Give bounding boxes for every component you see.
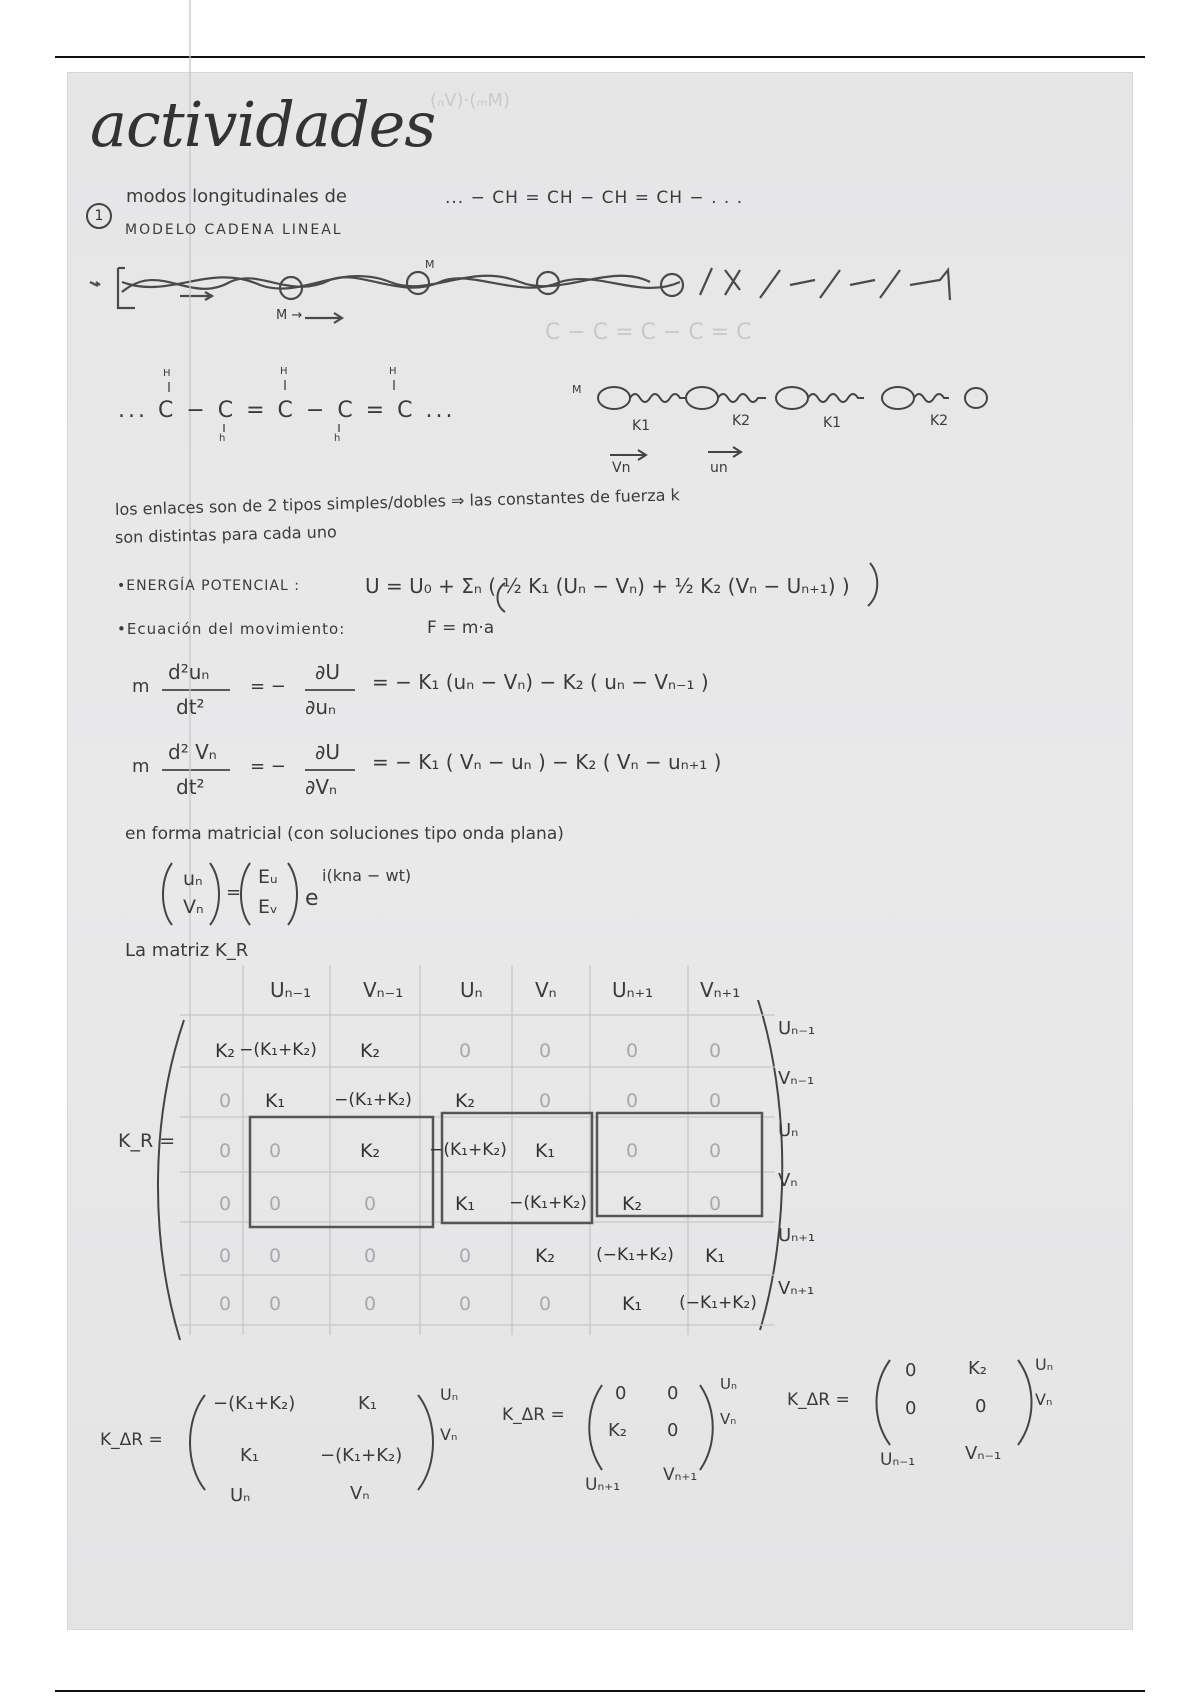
kr-cell: 0 <box>538 1293 552 1315</box>
spring-k2-label: K2 <box>930 413 949 429</box>
kr-symbol: K_R = <box>118 1130 176 1152</box>
kr-row-label: Vₙ₊₁ <box>778 1278 815 1299</box>
bonds-text-line-2: son distintas para cada uno <box>114 522 337 547</box>
hydrogen-atom: h <box>219 433 226 444</box>
kdr2-col-vn-1: Vₙ₋₁ <box>965 1443 1002 1464</box>
kr-column-header: Vₙ <box>535 978 557 1002</box>
crossed-out-chain-sketch <box>90 268 950 323</box>
kdr2-col-un-1: Uₙ₋₁ <box>880 1450 916 1470</box>
kdr0-col-vn: Vₙ <box>350 1483 370 1504</box>
energy-equation: U = U₀ + Σₙ ( ½ K₁ (Uₙ − Vₙ) + ½ K₂ (Vₙ − Uₙ₊₁) ) <box>365 574 850 598</box>
kr-cell: −(K₁+K₂) <box>334 1090 412 1110</box>
motion-equation: F = m·a <box>427 618 495 638</box>
amplitude-ev: Eᵥ <box>258 896 278 918</box>
bleed-through-text: (Mₘ)·(Vₙ) <box>430 90 511 111</box>
kr-cell: 0 <box>218 1193 232 1215</box>
kdr2-cell-c: 0 <box>905 1398 917 1419</box>
kr-row-label: Vₙ <box>778 1170 798 1191</box>
kr-cell: K₂ <box>454 1090 476 1112</box>
kr-cell: −(K₁+K₂) <box>239 1040 317 1060</box>
eq2-denominator: dt² <box>176 775 205 799</box>
kdr1-col-vn1: Vₙ₊₁ <box>663 1465 698 1485</box>
kr-cell: 0 <box>218 1090 232 1112</box>
vector-vn: Vₙ <box>183 896 204 918</box>
kdr1-cell-d: 0 <box>667 1420 679 1441</box>
spring-k1-label: K1 <box>632 418 651 434</box>
motion-label: •Ecuación del movimiento: <box>117 620 346 638</box>
kr-cell: K₁ <box>534 1140 556 1162</box>
kr-cell: 0 <box>268 1140 282 1162</box>
displacement-un-label: un <box>710 460 728 476</box>
eq2-partial-num: ∂U <box>315 740 340 764</box>
kr-cell: −(K₁+K₂) <box>509 1193 587 1213</box>
kr-cell: K₁ <box>264 1090 286 1112</box>
kr-cell: 0 <box>363 1245 377 1267</box>
kr-cell: K₁ <box>704 1245 726 1267</box>
kr-cell: (−K₁+K₂) <box>679 1293 757 1313</box>
eq1-numerator: d²uₙ <box>168 660 210 684</box>
vector-un: uₙ <box>183 868 203 890</box>
kdr0-row-vn: Vₙ <box>440 1425 458 1444</box>
kr-cell: 0 <box>218 1140 232 1162</box>
kdr0-row-un: Uₙ <box>440 1385 459 1404</box>
bonds-text-line-1: los enlaces son de 2 tipos simples/dobles ⇒ las constantes de fuerza k <box>114 485 680 519</box>
hydrogen-atom: H <box>280 366 288 377</box>
eq2-partial-den: ∂Vₙ <box>305 775 337 799</box>
kr-cell: 0 <box>363 1293 377 1315</box>
hydrogen-atom: H <box>389 366 397 377</box>
amplitude-eu: Eᵤ <box>258 866 278 888</box>
kdr0-cell-b: K₁ <box>358 1393 378 1414</box>
kdr1-label: K_ΔR = <box>502 1405 565 1425</box>
kr-cell: 0 <box>625 1040 639 1062</box>
energy-label: •ENERGÍA POTENCIAL : <box>117 578 300 594</box>
eq2-rhs: = − K₁ ( Vₙ − uₙ ) − K₂ ( Vₙ − uₙ₊₁ ) <box>372 750 722 774</box>
spring-mass-label: M <box>572 383 582 396</box>
kdr0-cell-d: −(K₁+K₂) <box>320 1445 403 1466</box>
kr-column-header: Uₙ₊₁ <box>612 978 654 1002</box>
spring-mass-chain <box>598 387 987 460</box>
kr-cell: 0 <box>625 1140 639 1162</box>
page-title: actividades <box>90 88 436 161</box>
kdr1-cell-a: 0 <box>615 1383 627 1404</box>
kr-cell: K₂ <box>534 1245 556 1267</box>
eq2-numerator: d² Vₙ <box>168 740 217 764</box>
kr-row-label: Uₙ₊₁ <box>778 1225 816 1246</box>
kr-cell: 0 <box>708 1040 722 1062</box>
kr-cell: K₂ <box>359 1140 381 1162</box>
kdr0-col-un: Uₙ <box>230 1485 251 1506</box>
equals-minus: = − <box>250 756 286 777</box>
kr-cell: 0 <box>268 1293 282 1315</box>
kr-cell: (−K₁+K₂) <box>596 1245 674 1265</box>
kr-cell: 0 <box>268 1193 282 1215</box>
kr-cell: −(K₁+K₂) <box>429 1140 507 1160</box>
kr-column-header: Uₙ <box>460 978 483 1002</box>
kr-cell: K₂ <box>214 1040 236 1062</box>
carbon-chain: ... C − C = C − C = C ... <box>118 398 456 423</box>
kdr1-cell-b: 0 <box>667 1383 679 1404</box>
bleed-through-text: C − C = C − C = C <box>545 320 752 345</box>
kdr1-row-un: Uₙ <box>720 1375 737 1393</box>
exponential: e <box>305 886 319 911</box>
matrix-brackets <box>158 563 1032 1490</box>
equals-minus: = − <box>250 676 286 697</box>
kr-cell: 0 <box>625 1090 639 1112</box>
hydrogen-atom: H <box>163 368 171 379</box>
kr-cell: 0 <box>458 1293 472 1315</box>
kr-cell: 0 <box>218 1293 232 1315</box>
kdr1-col-un1: Uₙ₊₁ <box>585 1475 621 1495</box>
mass-symbol: m <box>132 756 150 777</box>
matrix-label: La matriz K_R <box>125 940 249 961</box>
kr-cell: K₁ <box>454 1193 476 1215</box>
eq1-rhs: = − K₁ (uₙ − Vₙ) − K₂ ( uₙ − Vₙ₋₁ ) <box>372 670 709 694</box>
kr-cell: 0 <box>708 1090 722 1112</box>
subtitle-line-1: modos longitudinales de <box>126 186 347 207</box>
kr-cell: 0 <box>458 1040 472 1062</box>
kr-cell: 0 <box>268 1245 282 1267</box>
kdr0-label: K_ΔR = <box>100 1430 163 1450</box>
spring-k2-label: K2 <box>732 413 751 429</box>
kr-cell: 0 <box>538 1090 552 1112</box>
kr-cell: 0 <box>218 1245 232 1267</box>
kr-column-header: Vₙ₊₁ <box>700 978 741 1002</box>
kdr2-row-vn: Vₙ <box>1035 1390 1053 1409</box>
kdr2-cell-b: K₂ <box>968 1358 988 1379</box>
polymer-formula: ... − CH = CH − CH = CH − . . . <box>445 188 744 208</box>
kr-row-label: Vₙ₋₁ <box>778 1068 815 1089</box>
kdr0-cell-c: K₁ <box>240 1445 260 1466</box>
kr-cell: K₂ <box>621 1193 643 1215</box>
kr-cell: K₁ <box>621 1293 643 1315</box>
kr-cell: 0 <box>708 1140 722 1162</box>
kr-column-header: Vₙ₋₁ <box>363 978 404 1002</box>
spring-k1-label: K1 <box>823 415 842 431</box>
matrix-form-text: en forma matricial (con soluciones tipo onda plana) <box>125 824 564 844</box>
kr-row-label: Uₙ <box>778 1120 799 1141</box>
eq1-partial-num: ∂U <box>315 660 340 684</box>
equals-sign: = <box>226 882 242 903</box>
mass-symbol: m <box>132 676 150 697</box>
kr-row-label: Uₙ₋₁ <box>778 1018 816 1039</box>
kr-cell: 0 <box>708 1193 722 1215</box>
displacement-vn-label: Vn <box>612 460 631 476</box>
kdr1-cell-c: K₂ <box>608 1420 628 1441</box>
kdr2-cell-d: 0 <box>975 1396 987 1417</box>
kr-cell: 0 <box>363 1193 377 1215</box>
eq1-denominator: dt² <box>176 695 205 719</box>
eq1-partial-den: ∂uₙ <box>305 695 336 719</box>
kdr2-cell-a: 0 <box>905 1360 917 1381</box>
kr-cell: 0 <box>458 1245 472 1267</box>
kdr0-cell-a: −(K₁+K₂) <box>213 1393 296 1414</box>
chain-mass-arrow-label: M → <box>276 308 303 323</box>
kdr2-label: K_ΔR = <box>787 1390 850 1410</box>
subtitle-line-2: MODELO CADENA LINEAL <box>125 222 343 238</box>
chain-mass-label: M <box>425 258 435 271</box>
kr-cell: K₂ <box>359 1040 381 1062</box>
section-number: 1 <box>86 203 112 229</box>
kr-column-header: Uₙ₋₁ <box>270 978 312 1002</box>
hydrogen-atom: h <box>334 433 341 444</box>
kr-cell: 0 <box>538 1040 552 1062</box>
exponent: i(kna − wt) <box>322 866 412 885</box>
kdr2-row-un: Uₙ <box>1035 1355 1054 1374</box>
kdr1-row-vn: Vₙ <box>720 1410 737 1428</box>
